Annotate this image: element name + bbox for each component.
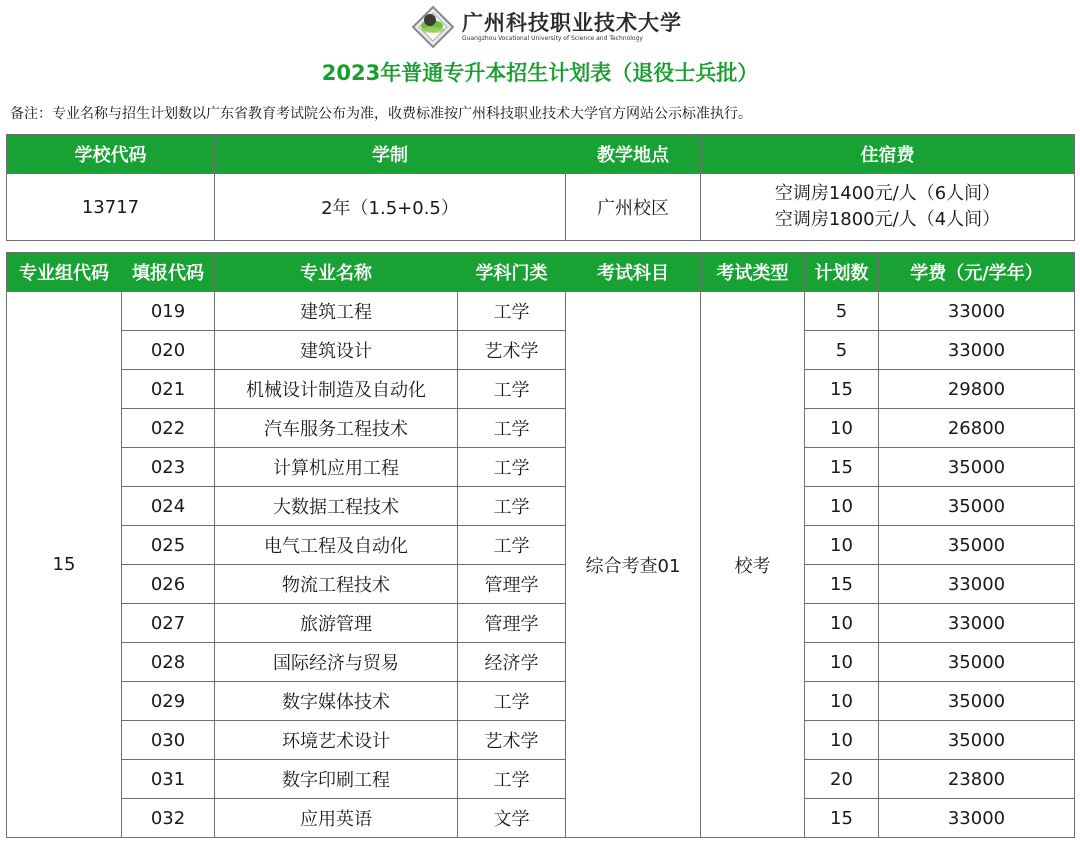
remark-note: 备注：专业名称与招生计划数以广东省教育考试院公布为准，收费标准按广州科技职业技术大学官方网站公示标准执行。: [10, 106, 752, 122]
major-name: 电气工程及自动化: [215, 526, 458, 565]
fill-code: 025: [122, 526, 215, 565]
fill-code: 029: [122, 682, 215, 721]
table-row: [7, 604, 1075, 643]
discipline: 工学: [458, 526, 566, 565]
table-row: [7, 721, 1075, 760]
table-row: [7, 682, 1075, 721]
header-location: 教学地点: [566, 135, 701, 174]
fill-code: 030: [122, 721, 215, 760]
fill-code: 027: [122, 604, 215, 643]
header-discipline: 学科门类: [458, 253, 566, 292]
fill-code: 019: [122, 292, 215, 331]
header-exam-subject: 考试科目: [566, 253, 701, 292]
school-name-cn: 广州科技职业技术大学: [462, 11, 682, 35]
table-row: [7, 409, 1075, 448]
major-name: 建筑设计: [215, 331, 458, 370]
fill-code: 020: [122, 331, 215, 370]
tuition: 33000: [879, 292, 1075, 331]
major-name: 环境艺术设计: [215, 721, 458, 760]
tuition: 35000: [879, 643, 1075, 682]
plan-count: 15: [805, 565, 879, 604]
header-fill-code: 填报代码: [122, 253, 215, 292]
plan-count: 20: [805, 760, 879, 799]
plan-count: 5: [805, 292, 879, 331]
table-row: [7, 643, 1075, 682]
major-name: 大数据工程技术: [215, 487, 458, 526]
fee-4-person: 空调房1800元/人（4人间）: [774, 209, 1001, 230]
table-row: [7, 370, 1075, 409]
table-row: [7, 487, 1075, 526]
header-accommodation-fee: 住宿费: [701, 135, 1075, 174]
discipline: 艺术学: [458, 721, 566, 760]
school-code: 13717: [7, 174, 215, 241]
discipline: 文学: [458, 799, 566, 838]
enrollment-plan-table: [6, 252, 1075, 838]
plan-count: 10: [805, 487, 879, 526]
fill-code: 024: [122, 487, 215, 526]
group-code: 15: [7, 292, 122, 838]
exam-subject: 综合考查01: [566, 292, 701, 838]
discipline: 工学: [458, 448, 566, 487]
plan-count: 10: [805, 721, 879, 760]
major-name: 机械设计制造及自动化: [215, 370, 458, 409]
plan-count: 10: [805, 409, 879, 448]
plan-count: 10: [805, 526, 879, 565]
tuition: 35000: [879, 487, 1075, 526]
plan-count: 10: [805, 643, 879, 682]
plan-table-body: [7, 292, 1075, 838]
discipline: 工学: [458, 682, 566, 721]
school-info-table: [6, 134, 1075, 241]
tuition: 35000: [879, 682, 1075, 721]
tuition: 33000: [879, 331, 1075, 370]
fill-code: 028: [122, 643, 215, 682]
tuition: 33000: [879, 799, 1075, 838]
table-row: [7, 331, 1075, 370]
plan-count: 10: [805, 604, 879, 643]
fill-code: 032: [122, 799, 215, 838]
accommodation-fees: [701, 174, 1075, 241]
header-group-code: 专业组代码: [7, 253, 122, 292]
school-emblem-icon: [410, 4, 456, 50]
table-row: [7, 565, 1075, 604]
study-duration: 2年（1.5+0.5）: [215, 174, 566, 241]
school-logo: [410, 4, 682, 50]
header-major-name: 专业名称: [215, 253, 458, 292]
plan-count: 15: [805, 448, 879, 487]
discipline: 管理学: [458, 565, 566, 604]
discipline: 经济学: [458, 643, 566, 682]
table-row: [7, 292, 1075, 331]
major-name: 汽车服务工程技术: [215, 409, 458, 448]
fill-code: 026: [122, 565, 215, 604]
info-header-row: [7, 135, 1075, 174]
discipline: 工学: [458, 409, 566, 448]
fill-code: 022: [122, 409, 215, 448]
table-row: [7, 526, 1075, 565]
info-data-row: [7, 174, 1075, 241]
major-name: 应用英语: [215, 799, 458, 838]
major-name: 旅游管理: [215, 604, 458, 643]
tuition: 33000: [879, 604, 1075, 643]
header-plan-count: 计划数: [805, 253, 879, 292]
major-name: 国际经济与贸易: [215, 643, 458, 682]
fee-6-person: 空调房1400元/人（6人间）: [774, 183, 1001, 204]
table-row: [7, 760, 1075, 799]
table-row: [7, 448, 1075, 487]
tuition: 35000: [879, 448, 1075, 487]
header-exam-type: 考试类型: [701, 253, 805, 292]
school-name-en: Guangzhou Vocational University of Science and Technology: [462, 35, 643, 42]
tuition: 26800: [879, 409, 1075, 448]
plan-count: 15: [805, 799, 879, 838]
major-name: 数字媒体技术: [215, 682, 458, 721]
discipline: 工学: [458, 487, 566, 526]
major-name: 物流工程技术: [215, 565, 458, 604]
tuition: 23800: [879, 760, 1075, 799]
tuition: 35000: [879, 721, 1075, 760]
fill-code: 021: [122, 370, 215, 409]
exam-type: 校考: [701, 292, 805, 838]
discipline: 艺术学: [458, 331, 566, 370]
page-title: 2023年普通专升本招生计划表（退役士兵批）: [321, 61, 759, 85]
table-row: [7, 799, 1075, 838]
major-name: 建筑工程: [215, 292, 458, 331]
discipline: 工学: [458, 292, 566, 331]
tuition: 33000: [879, 565, 1075, 604]
tuition: 29800: [879, 370, 1075, 409]
major-name: 数字印刷工程: [215, 760, 458, 799]
fill-code: 023: [122, 448, 215, 487]
discipline: 工学: [458, 370, 566, 409]
tuition: 35000: [879, 526, 1075, 565]
plan-count: 10: [805, 682, 879, 721]
plan-header-row: [7, 253, 1075, 292]
header-duration: 学制: [215, 135, 566, 174]
fill-code: 031: [122, 760, 215, 799]
header-school-code: 学校代码: [7, 135, 215, 174]
discipline: 工学: [458, 760, 566, 799]
plan-count: 15: [805, 370, 879, 409]
header-tuition: 学费（元/学年）: [879, 253, 1075, 292]
teaching-location: 广州校区: [566, 174, 701, 241]
discipline: 管理学: [458, 604, 566, 643]
plan-count: 5: [805, 331, 879, 370]
major-name: 计算机应用工程: [215, 448, 458, 487]
